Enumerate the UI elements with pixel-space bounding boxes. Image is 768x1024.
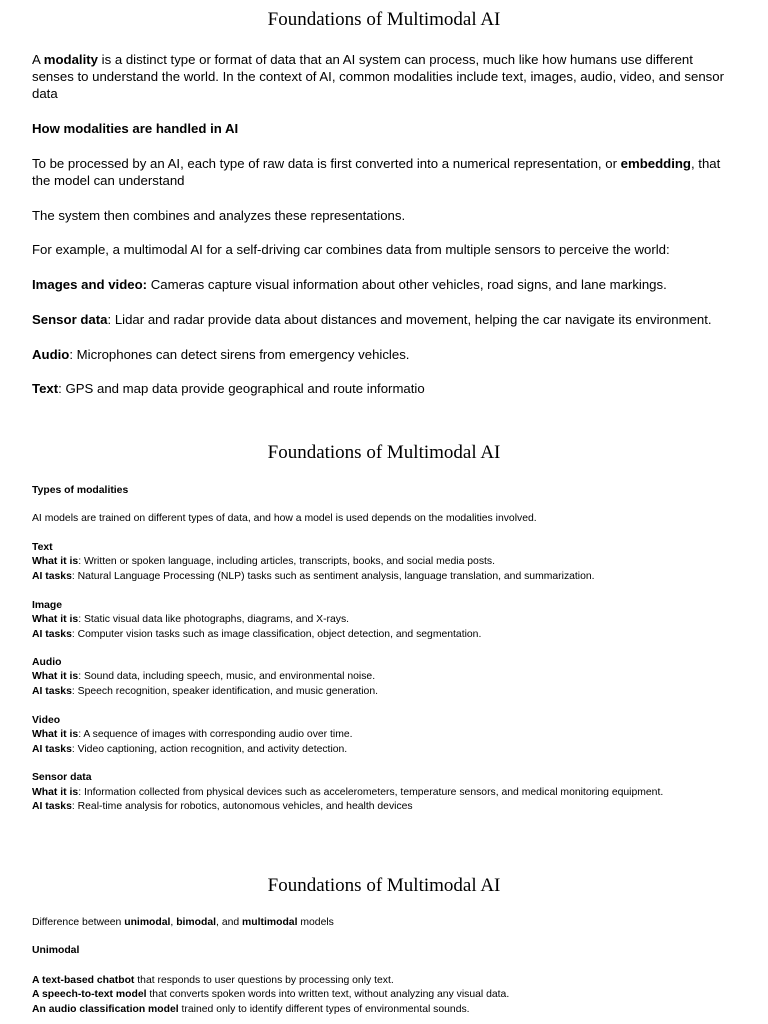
sensor-item-images: Images and video: Cameras capture visual information about other vehicles, road signs, and lane markings. <box>32 277 667 292</box>
modality-what-video: What it is: A sequence of images with corresponding audio over time. <box>32 729 353 740</box>
modalities-intro: AI models are trained on different types of data, and how a model is used depends on the modalities involved. <box>32 513 537 524</box>
unimodal-example: A speech-to-text model that converts spoken words into written text, without analyzing any visual data. <box>32 989 510 1000</box>
modality-name-image: Image <box>32 600 63 611</box>
modality-what-image: What it is: Static visual data like photographs, diagrams, and X-rays. <box>32 614 350 625</box>
modality-name-video: Video <box>32 715 61 726</box>
modality-name-text: Text <box>32 542 53 553</box>
unimodal-example: An audio classification model trained only to identify different types of environmental sounds. <box>32 1004 470 1015</box>
modality-what-audio: What it is: Sound data, including speech, music, and environmental noise. <box>32 671 376 682</box>
modality-definition: A modality is a distinct type or format of data that an AI system can process, much like how humans use different senses to understand the world. In the context of AI, common modalities include text, images, audio, video, and sensor data <box>32 52 725 101</box>
section-title: Foundations of Multimodal AI <box>267 442 501 463</box>
section-heading: How modalities are handled in AI <box>32 121 239 136</box>
modality-name-sensor: Sensor data <box>32 772 92 783</box>
model-difference-line: Difference between unimodal, bimodal, and multimodal models <box>32 917 334 928</box>
sensor-item-audio: Audio: Microphones can detect sirens from emergency vehicles. <box>32 347 410 362</box>
modality-tasks-audio: AI tasks: Speech recognition, speaker identification, and music generation. <box>32 686 378 697</box>
modality-tasks-text: AI tasks: Natural Language Processing (NLP) tasks such as sentiment analysis, language translation, and summarization. <box>32 571 595 582</box>
embedding-paragraph: To be processed by an AI, each type of raw data is first converted into a numerical representation, or embedding, that the model can understand <box>32 156 721 188</box>
section-title: Foundations of Multimodal AI <box>267 9 501 30</box>
combines-paragraph: The system then combines and analyzes these representations. <box>32 208 406 223</box>
modality-tasks-video: AI tasks: Video captioning, action recognition, and activity detection. <box>32 744 348 755</box>
modality-what-sensor: What it is: Information collected from physical devices such as accelerometers, temperature sensors, and medical monitoring equipment. <box>32 787 664 798</box>
modality-tasks-sensor: AI tasks: Real-time analysis for robotics, autonomous vehicles, and health devices <box>32 801 413 812</box>
unimodal-example: A text-based chatbot that responds to user questions by processing only text. <box>32 975 394 986</box>
sensor-item-text: Text: GPS and map data provide geographical and route informatio <box>32 381 425 396</box>
sensor-item-sensor-data: Sensor data: Lidar and radar provide data about distances and movement, helping the car navigate its environment. <box>32 312 712 327</box>
section-heading: Unimodal <box>32 945 80 956</box>
example-paragraph: For example, a multimodal AI for a self-driving car combines data from multiple sensors to perceive the world: <box>32 242 670 257</box>
modality-name-audio: Audio <box>32 657 62 668</box>
modality-tasks-image: AI tasks: Computer vision tasks such as image classification, object detection, and segmentation. <box>32 629 482 640</box>
section-title: Foundations of Multimodal AI <box>267 875 501 896</box>
modality-what-text: What it is: Written or spoken language, including articles, transcripts, books, and social media posts. <box>32 556 495 567</box>
section-heading: Types of modalities <box>32 485 129 496</box>
